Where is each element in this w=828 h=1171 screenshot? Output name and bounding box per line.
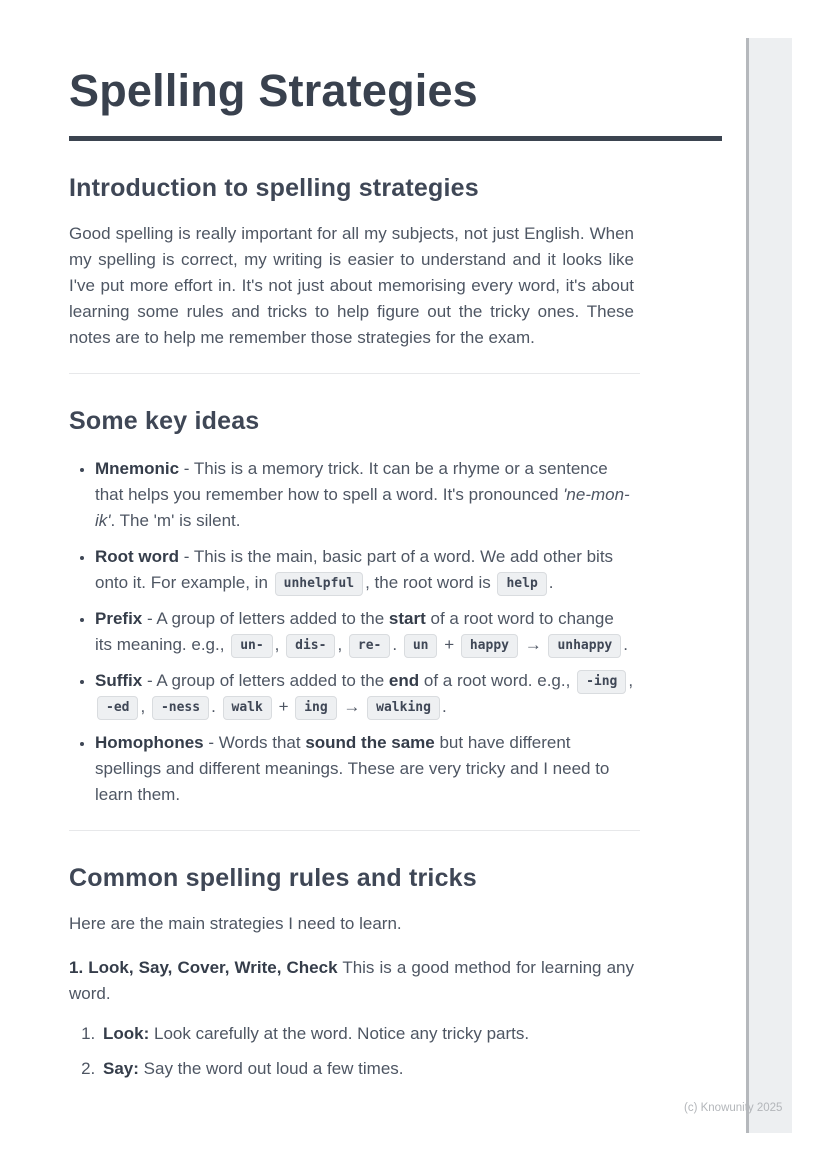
text-segment-bold: Look:	[103, 1024, 150, 1043]
section-heading-common-rules: Common spelling rules and tricks	[69, 864, 477, 892]
title-underline-rule	[69, 136, 722, 141]
text-segment-bold: sound the same	[305, 733, 435, 752]
inline-code-chip: ing	[295, 696, 336, 720]
text-segment-text: - This is a memory trick. It can be a rhyme or a sentence that helps you remember how to spell a word. It's pronounced	[95, 459, 608, 504]
inline-code-chip: unhappy	[548, 634, 621, 658]
inline-code-chip: happy	[461, 634, 518, 658]
text-segment-text: Look carefully at the word. Notice any tricky parts.	[149, 1024, 530, 1043]
text-segment-text: .	[623, 635, 628, 654]
text-segment-text: but have different spellings and different meanings. These are very tricky and I need to learn them.	[95, 733, 610, 804]
text-segment-text: .	[211, 697, 221, 716]
inline-code-chip: dis-	[286, 634, 335, 658]
method-intro-paragraph	[69, 955, 634, 1007]
text-segment-text: of a root word to change its meaning. e.g.,	[95, 609, 614, 654]
text-segment-text: - A group of letters added to the	[142, 671, 389, 690]
copyright-notice: (c) Knowunity 2025	[684, 1102, 783, 1114]
text-segment-bold: Prefix	[95, 609, 143, 628]
inline-code-chip: walking	[367, 696, 440, 720]
section-heading-key-ideas: Some key ideas	[69, 407, 260, 435]
text-segment-text: of a root word. e.g.,	[419, 671, 576, 690]
list-item-mnemonic	[95, 456, 635, 534]
inline-code-chip: un	[404, 634, 438, 658]
text-segment-text: Say the word out loud a few times.	[138, 1059, 404, 1078]
section-key-ideas	[69, 406, 722, 808]
inline-code-chip: -ing	[577, 670, 626, 694]
text-segment-text: .	[392, 635, 402, 654]
text-segment-italic: 'ne-mon-ik'	[95, 485, 630, 530]
text-segment-text: +	[439, 635, 459, 654]
text-segment-text: .	[548, 573, 554, 592]
text-segment-text: .	[441, 697, 447, 716]
text-segment-text: - Words that	[203, 733, 306, 752]
text-segment-bold: Root word	[95, 547, 180, 566]
step-item-say	[100, 1056, 634, 1082]
list-item-homophones	[95, 730, 635, 808]
list-item-suffix	[95, 668, 635, 720]
text-segment-text: ,	[628, 671, 634, 690]
text-segment-bold: Suffix	[95, 671, 143, 690]
text-segment-text: . The 'm' is silent.	[110, 511, 241, 530]
inline-code-chip: un-	[231, 634, 272, 658]
list-item-prefix	[95, 606, 635, 658]
inline-code-chip: -ness	[152, 696, 209, 720]
text-segment-text: →	[338, 697, 366, 716]
section-divider	[69, 830, 640, 831]
method-steps-list	[69, 1021, 634, 1082]
text-segment-text: - This is the main, basic part of a word. We add other bits onto it. For example, in	[95, 547, 614, 592]
document-content	[69, 64, 722, 1082]
step-item-look	[100, 1021, 634, 1047]
key-ideas-list	[69, 456, 635, 808]
text-segment-text: ,	[337, 635, 347, 654]
text-segment-bold: start	[388, 609, 426, 628]
inline-code-chip: help	[497, 572, 546, 596]
text-segment-bold: Mnemonic	[95, 459, 180, 478]
rules-lead-paragraph: Here are the main strategies I need to learn.	[69, 914, 402, 933]
text-segment-text: →	[520, 635, 547, 654]
text-segment-bold: Say:	[103, 1059, 139, 1078]
page-edge-strip	[746, 38, 792, 1133]
section-divider	[69, 373, 640, 374]
inline-code-chip: re-	[349, 634, 390, 658]
list-item-root-word	[95, 544, 635, 596]
page-title: Spelling Strategies	[69, 65, 478, 116]
section-heading-introduction: Introduction to spelling strategies	[69, 174, 479, 202]
text-segment-text: ,	[274, 635, 285, 654]
text-segment-text: +	[273, 697, 294, 716]
text-segment-text: , the root word is	[365, 573, 496, 592]
text-segment-bold: 1. Look, Say, Cover, Write, Check	[69, 958, 338, 977]
text-segment-bold: end	[388, 671, 420, 690]
inline-code-chip: walk	[223, 696, 272, 720]
text-segment-text: - A group of letters added to the	[142, 609, 389, 628]
intro-paragraph: Good spelling is really important for all my subjects, not just English. When my spelling is correct, my writing is easier to understand and it looks like I've put more effort in. It's not just about memorising every word, it's about learning some rules and tricks to help figure out the tricky ones. These notes are to help me remember those strategies for the exam.	[69, 224, 634, 347]
section-common-rules	[69, 863, 722, 1082]
inline-code-chip: -ed	[97, 696, 138, 720]
inline-code-chip: unhelpful	[275, 572, 363, 596]
text-segment-bold: Homophones	[95, 733, 204, 752]
text-segment-text: This is a good method for learning any word.	[69, 958, 634, 1003]
section-introduction	[69, 173, 722, 351]
text-segment-text: ,	[140, 697, 150, 716]
